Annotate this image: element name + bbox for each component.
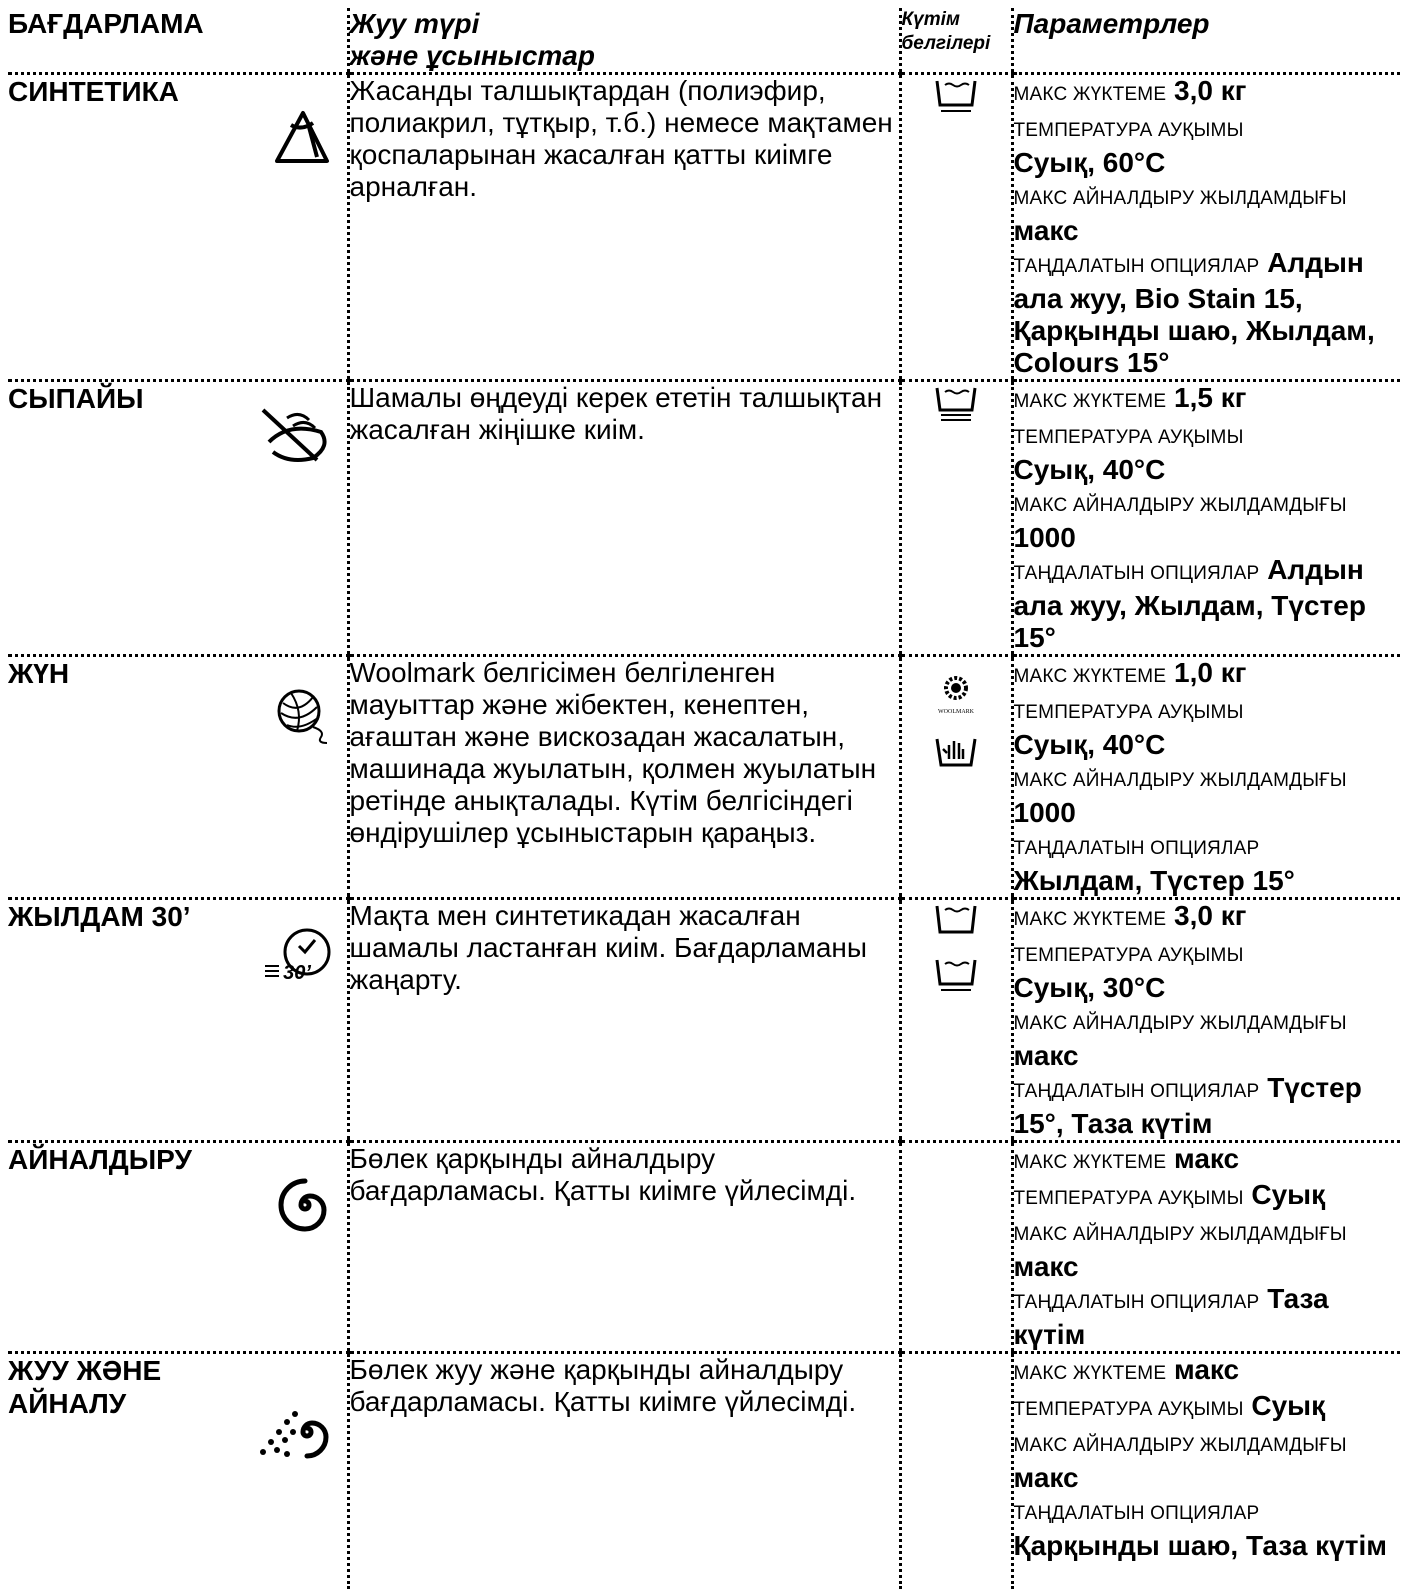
options-value: Алдын ала жуу, Жылдам, Түстер 15° xyxy=(1013,554,1366,653)
program-name: СЫПАЙЫ xyxy=(8,383,144,414)
temp-range-value: Суық, 30°C xyxy=(1013,972,1166,1003)
program-row xyxy=(8,381,1400,656)
hand-wash-icon xyxy=(933,731,979,771)
program-name: АЙНАЛДЫРУ xyxy=(8,1144,192,1175)
header-care-line1: Күтім xyxy=(901,9,960,30)
program-name: ЖҮН xyxy=(8,658,70,689)
max-spin-label: МАКС АЙНАЛДЫРУ ЖЫЛДАМДЫҒЫ xyxy=(1013,495,1347,516)
washtub-30-gentle-icon xyxy=(933,954,979,994)
temp-range-label: ТЕМПЕРАТУРА АУҚЫМЫ xyxy=(1013,1399,1244,1420)
program-description: Бөлек жуу және қарқынды айналдыру бағдарламасы. Қатты киімге үйлесімді. xyxy=(348,1353,900,1589)
parameters-cell xyxy=(1012,899,1400,1142)
options-value: Алдын ала жуу, Bio Stain 15, Қарқынды шаю, Жылдам, Colours 15° xyxy=(1013,247,1375,378)
max-spin-value: 1000 xyxy=(1013,522,1076,553)
options-label: ТАҢДАЛАТЫН ОПЦИЯЛАР xyxy=(1013,1292,1260,1313)
max-load-value: макс xyxy=(1174,1143,1240,1174)
max-load-value: 3,0 кг xyxy=(1174,900,1247,931)
program-cell xyxy=(8,1142,348,1353)
parameters-cell xyxy=(1012,74,1400,381)
washtub-60-icon xyxy=(933,75,979,115)
washtub-gentle-icon xyxy=(933,382,979,422)
program-description: Жасанды талшықтардан (полиэфир, полиакрил, тұтқыр, т.б.) немесе мақтамен қоспаларынан жасалған қатты киімге арналған. xyxy=(348,74,900,381)
delicates-feather-icon xyxy=(259,402,333,466)
program-name: СИНТЕТИКА xyxy=(8,76,179,107)
options-label: ТАҢДАЛАТЫН ОПЦИЯЛАР xyxy=(1013,256,1260,277)
program-cell xyxy=(8,1353,348,1589)
header-wash-type-line1: Жуу түрі xyxy=(349,8,480,39)
woolmark-icon xyxy=(933,673,979,717)
options-label: ТАҢДАЛАТЫН ОПЦИЯЛАР xyxy=(1013,563,1260,584)
max-spin-value: макс xyxy=(1013,1251,1079,1282)
wool-ball-icon xyxy=(273,685,333,745)
header-care-line2: белгілері xyxy=(901,33,991,54)
program-cell xyxy=(8,74,348,381)
options-value: Таза күтім xyxy=(1013,1283,1329,1350)
temp-range-label: ТЕМПЕРАТУРА АУҚЫМЫ xyxy=(1013,945,1244,966)
header-row xyxy=(8,8,1400,74)
max-spin-label: МАКС АЙНАЛДЫРУ ЖЫЛДАМДЫҒЫ xyxy=(1013,1224,1347,1245)
options-value: Қарқынды шаю, Таза күтім xyxy=(1013,1530,1387,1561)
temp-range-value: Суық, 40°C xyxy=(1013,729,1166,760)
max-spin-label: МАКС АЙНАЛДЫРУ ЖЫЛДАМДЫҒЫ xyxy=(1013,188,1347,209)
program-cell xyxy=(8,899,348,1142)
temp-range-label: ТЕМПЕРАТУРА АУҚЫМЫ xyxy=(1013,702,1244,723)
program-name: ЖУУ ЖӘНЕ АЙНАЛУ xyxy=(8,1355,162,1419)
options-label: ТАҢДАЛАТЫН ОПЦИЯЛАР xyxy=(1013,1503,1260,1524)
care-symbols-cell xyxy=(900,74,1012,381)
max-load-label: МАКС ЖҮКТЕМЕ xyxy=(1013,666,1167,687)
max-spin-value: макс xyxy=(1013,1462,1079,1493)
program-row xyxy=(8,899,1400,1142)
woolmark-label: WOOLMARK xyxy=(938,709,974,715)
max-spin-label: МАКС АЙНАЛДЫРУ ЖЫЛДАМДЫҒЫ xyxy=(1013,1435,1347,1456)
quick-30-icon xyxy=(261,924,333,984)
synthetic-icon xyxy=(269,105,333,169)
care-symbols-cell xyxy=(900,656,1012,899)
options-label: ТАҢДАЛАТЫН ОПЦИЯЛАР xyxy=(1013,838,1260,859)
program-cell xyxy=(8,381,348,656)
header-wash-type xyxy=(348,8,900,74)
temp-range-value: Суық xyxy=(1251,1390,1326,1421)
parameters-cell xyxy=(1012,381,1400,656)
rinse-spin-icon xyxy=(257,1402,333,1462)
header-care-symbols xyxy=(900,8,1012,74)
quick-30-label: 30’ xyxy=(282,962,311,984)
care-symbols-cell xyxy=(900,381,1012,656)
max-load-label: МАКС ЖҮКТЕМЕ xyxy=(1013,1152,1167,1173)
washtub-30-icon xyxy=(933,900,979,940)
program-name: ЖЫЛДАМ 30’ xyxy=(8,901,191,932)
max-load-value: 3,0 кг xyxy=(1174,75,1247,106)
program-row xyxy=(8,74,1400,381)
program-description: Woolmark белгісімен белгіленген мауыттар және жібектен, кенептен, ағаштан және вискозадан жасалатын, машинада жуылатын, қолмен жуылатын ретінде анықталады. Күтім белгісіндегі өндірушілер ұсыныстарын қараңыз. xyxy=(348,656,900,899)
program-row xyxy=(8,1142,1400,1353)
max-load-label: МАКС ЖҮКТЕМЕ xyxy=(1013,909,1167,930)
header-program: БАҒДАРЛАМА xyxy=(8,8,348,74)
care-symbols-cell xyxy=(900,1142,1012,1353)
temp-range-value: Суық xyxy=(1251,1179,1326,1210)
programme-table xyxy=(8,8,1400,1589)
options-value: Жылдам, Түстер 15° xyxy=(1013,865,1295,896)
parameters-cell xyxy=(1012,1353,1400,1589)
max-load-label: МАКС ЖҮКТЕМЕ xyxy=(1013,1363,1167,1384)
care-symbols-cell xyxy=(900,1353,1012,1589)
parameters-cell xyxy=(1012,1142,1400,1353)
temp-range-value: Суық, 40°C xyxy=(1013,454,1166,485)
parameters-cell xyxy=(1012,656,1400,899)
program-description: Бөлек қарқынды айналдыру бағдарламасы. Қатты киімге үйлесімді. xyxy=(348,1142,900,1353)
max-spin-value: макс xyxy=(1013,1040,1079,1071)
max-spin-value: 1000 xyxy=(1013,797,1076,828)
options-label: ТАҢДАЛАТЫН ОПЦИЯЛАР xyxy=(1013,1081,1260,1102)
max-load-value: 1,5 кг xyxy=(1174,382,1247,413)
max-spin-label: МАКС АЙНАЛДЫРУ ЖЫЛДАМДЫҒЫ xyxy=(1013,1013,1347,1034)
max-load-value: макс xyxy=(1174,1354,1240,1385)
program-row xyxy=(8,1353,1400,1589)
max-spin-label: МАКС АЙНАЛДЫРУ ЖЫЛДАМДЫҒЫ xyxy=(1013,770,1347,791)
max-load-label: МАКС ЖҮКТЕМЕ xyxy=(1013,391,1167,412)
temp-range-label: ТЕМПЕРАТУРА АУҚЫМЫ xyxy=(1013,427,1244,448)
options-value: Түстер 15°, Таза күтім xyxy=(1013,1072,1362,1139)
program-row xyxy=(8,656,1400,899)
program-description: Шамалы өңдеуді керек ететін талшықтан жасалған жіңішке киім. xyxy=(348,381,900,656)
max-spin-value: макс xyxy=(1013,215,1079,246)
program-description: Мақта мен синтетикадан жасалған шамалы ластанған киім. Бағдарламаны жаңарту. xyxy=(348,899,900,1142)
max-load-label: МАКС ЖҮКТЕМЕ xyxy=(1013,84,1167,105)
care-symbols-cell xyxy=(900,899,1012,1142)
temp-range-label: ТЕМПЕРАТУРА АУҚЫМЫ xyxy=(1013,120,1244,141)
temp-range-label: ТЕМПЕРАТУРА АУҚЫМЫ xyxy=(1013,1188,1244,1209)
header-wash-type-line2: және ұсыныстар xyxy=(349,40,595,71)
program-cell xyxy=(8,656,348,899)
header-parameters: Параметрлер xyxy=(1012,8,1400,74)
temp-range-value: Суық, 60°C xyxy=(1013,147,1166,178)
max-load-value: 1,0 кг xyxy=(1174,657,1247,688)
spin-spiral-icon xyxy=(277,1177,333,1233)
